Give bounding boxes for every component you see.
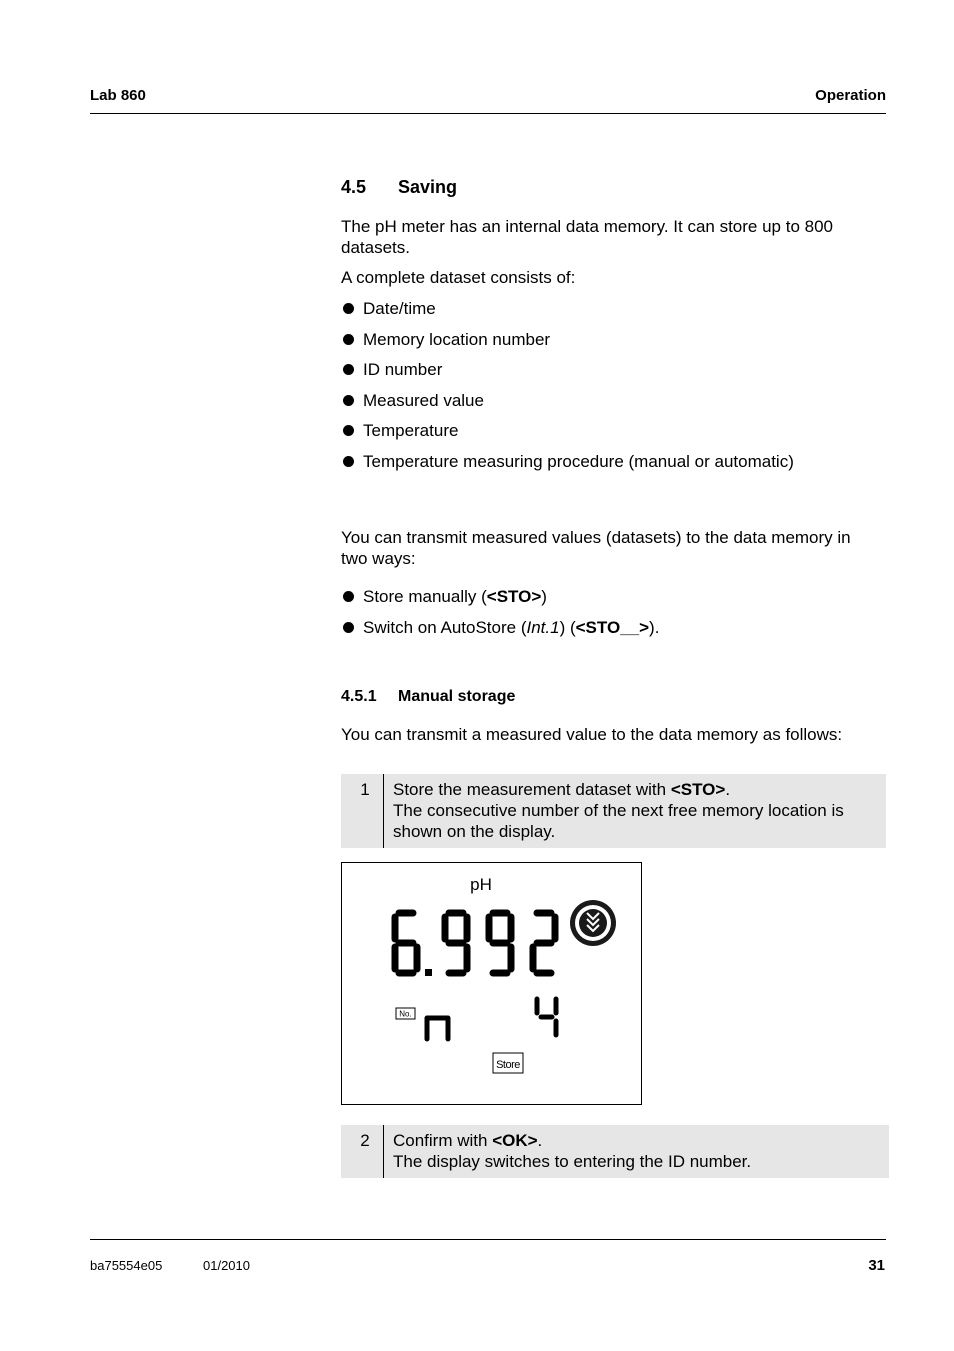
step-row [341, 1125, 889, 1178]
list-item: Date/time [341, 298, 794, 329]
dataset-lead: A complete dataset consists of: [341, 268, 576, 287]
lcd-digit [395, 913, 417, 973]
step-number: 2 [341, 1125, 384, 1178]
interval-label: Int.1 [526, 617, 560, 637]
sto-hold-key-label: <STO__> [575, 617, 650, 637]
list-item: ID number [341, 359, 794, 390]
manual-storage-lead: You can transmit a measured value to the data memory as follows: [341, 725, 843, 744]
lcd-decimal-point [425, 969, 432, 976]
intro-paragraph: The pH meter has an internal data memory. It can store up to 800 datasets. [341, 217, 833, 257]
transmit-ways-list [341, 586, 659, 647]
lcd-graphic [342, 863, 643, 1106]
subsection-heading [341, 688, 515, 706]
section-number: 4.5 [341, 177, 367, 197]
lcd-display [341, 862, 642, 1105]
list-item: Measured value [341, 390, 794, 421]
store-ready-icon [570, 900, 616, 946]
page-number: 31 [868, 1257, 885, 1274]
store-label: Store [496, 1059, 520, 1071]
step-text: Confirm with <OK>. The display switches to entering the ID number. [393, 1131, 752, 1171]
sto-key-label: <STO> [670, 780, 726, 799]
footer-rule [90, 1239, 886, 1240]
footer-date: 01/2010 [203, 1258, 250, 1273]
step-text: Store the measurement dataset with <STO>. The consecutive number of the next free memory location is shown on the display. [393, 780, 844, 841]
list-item-autostore: Switch on AutoStore (Int.1) (<STO__>). [341, 617, 659, 648]
list-item: Temperature measuring procedure (manual or automatic) [341, 451, 794, 482]
list-item: Temperature [341, 420, 794, 451]
sto-key-label: <STO> [486, 587, 542, 606]
list-item: Memory location number [341, 329, 794, 360]
memory-location-digit [537, 999, 556, 1035]
header-rule [90, 113, 886, 114]
header-product-name: Lab 860 [90, 87, 146, 104]
step-row [341, 774, 886, 848]
ok-key-label: <OK> [492, 1131, 538, 1150]
section-heading [341, 177, 457, 198]
lcd-reading-digits [395, 913, 555, 976]
lcd-digit [445, 913, 467, 973]
section-title: Saving [398, 177, 458, 197]
footer-doc-code: ba75554e05 [90, 1258, 163, 1273]
list-item-store-manually: Store manually (<STO>) [341, 586, 659, 617]
subsection-number: 4.5.1 [341, 688, 377, 705]
no-label: No. [399, 1009, 412, 1019]
transmit-lead: You can transmit measured values (datasets) to the data memory in two ways: [341, 528, 851, 568]
lcd-location-digit [537, 999, 556, 1035]
lcd-unit-label: pH [470, 875, 492, 894]
subsection-title: Manual storage [398, 688, 516, 705]
lcd-digit [489, 913, 511, 973]
header-chapter-name: Operation [815, 87, 886, 104]
lcd-digit [533, 913, 555, 973]
dataset-list [341, 298, 794, 481]
memory-location-indicator [427, 1018, 448, 1039]
step-number: 1 [341, 774, 384, 848]
